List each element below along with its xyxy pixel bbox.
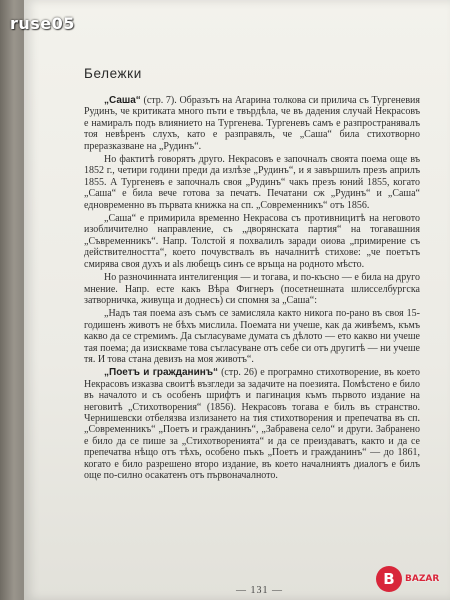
page-number: — 131 — [236,585,283,596]
note-paragraph [84,213,420,270]
note-title: „Саша“ [104,95,141,106]
bazar-logo-text: BAZAR [405,574,440,584]
seller-watermark: ruse05 [10,14,75,33]
notes-body [84,95,420,483]
note-text: (стр. 26) е програмно стихотворение, въ което Некрасовъ изказва своитѣ възгледи за задачите на поезията. Помѣстено е било въ началото и съ особенъ шрифтъ и пагинация къмъ първото издание на неговитѣ „Стихотворения“ (1856). Некрасовъ тогава е билъ въ странство. Чернишевски отбелязва излизането на тия стихотворения и препечатва въ сп. „Современникъ“ „Поетъ и гражданинъ“, „Забравена село“ и други. Забранено е било да се пише за „Стихотворенията“ и да се преиздаватъ, както и да се препечатва нѣщо отъ тѣхъ, особено пъкъ „Поетъ и гражданинъ“ — до 1861, когато е било разрешено второ издание, въ което началниятъ диалогъ е билъ още по-силно осакатенъ отъ първоначалното. [84,367,420,481]
note-text: Но разночинната интелигенция — и тогава, и по-късно — е била на друго мнение. Напр. есте какъ Вѣра Фигнеръ (посетнешната шлисселбургска затворничка, живуща и доднесъ) си спомня за „Саша“: [84,272,420,306]
note-paragraph [84,272,420,306]
note-paragraph [84,367,420,481]
note-paragraph [84,154,420,211]
note-text: „Саша“ е примирила временно Некрасова съ противницитѣ на неговото изобличително направление, съ „дворянската партия“ на тогавашния „Съвременникъ“. Напр. Толстой я похвалилъ заради оиова „примирение съ действителността“, което почувствалъ въ началнитѣ стихове: „че поетътъ смирява своя духъ и als любещъ синъ се връща на родното мѣсто. [84,213,420,270]
note-paragraph [84,95,420,152]
bazar-badge [376,562,446,596]
book-page [24,0,450,600]
note-title: „Поетъ и гражданинъ“ [104,367,219,379]
bazar-logo-icon: B [376,566,402,592]
note-text: Но фактитѣ говорятъ друго. Некрасовъ е започналъ своята поема още въ 1852 г., четири години преди да излѣзе „Рудинъ“, и я завършилъ презъ априлъ 1855. А Тургеневъ е започналъ своя „Рудинъ“ чакъ презъ юний 1855, когато „Саша“ е била вече готова за печатъ. Печатани сж „Рудинъ“ и „Саша“ едновременно въ първата книжка на сп. „Современникъ“ отъ 1856. [84,154,420,211]
note-text: „Надъ тая поема азъ съмъ се замисляла както никога по-рано въ своя 15-годишенъ животъ не бѣхъ мислила. Поемата ни учеше, как да живѣемъ, къмъ какво да се стремимъ. Да съгласуваме думата съ дѣлото — ето какво ни учеше тая поема; да изискваме това съгласуване отъ себе си отъ другитѣ — ни учеше тя. И това стана девизъ на моя животъ“. [84,308,420,365]
note-paragraph [84,308,420,365]
note-text: (стр. 7). Образътъ на Агарина толкова си прилича съ Тургеневия Рудинъ, че критиката много пъти е твърдѣла, че въ дадения случай Некрасовъ е намиралъ подъ влиянието на Тургенева. Тургеневъ самъ е разпространявалъ тоя невѣренъ слухъ, като е разправялъ, че „Саша“ била стихотворно преразказване на „Рудинъ“. [84,95,420,152]
page-heading: Бележки [84,66,142,81]
